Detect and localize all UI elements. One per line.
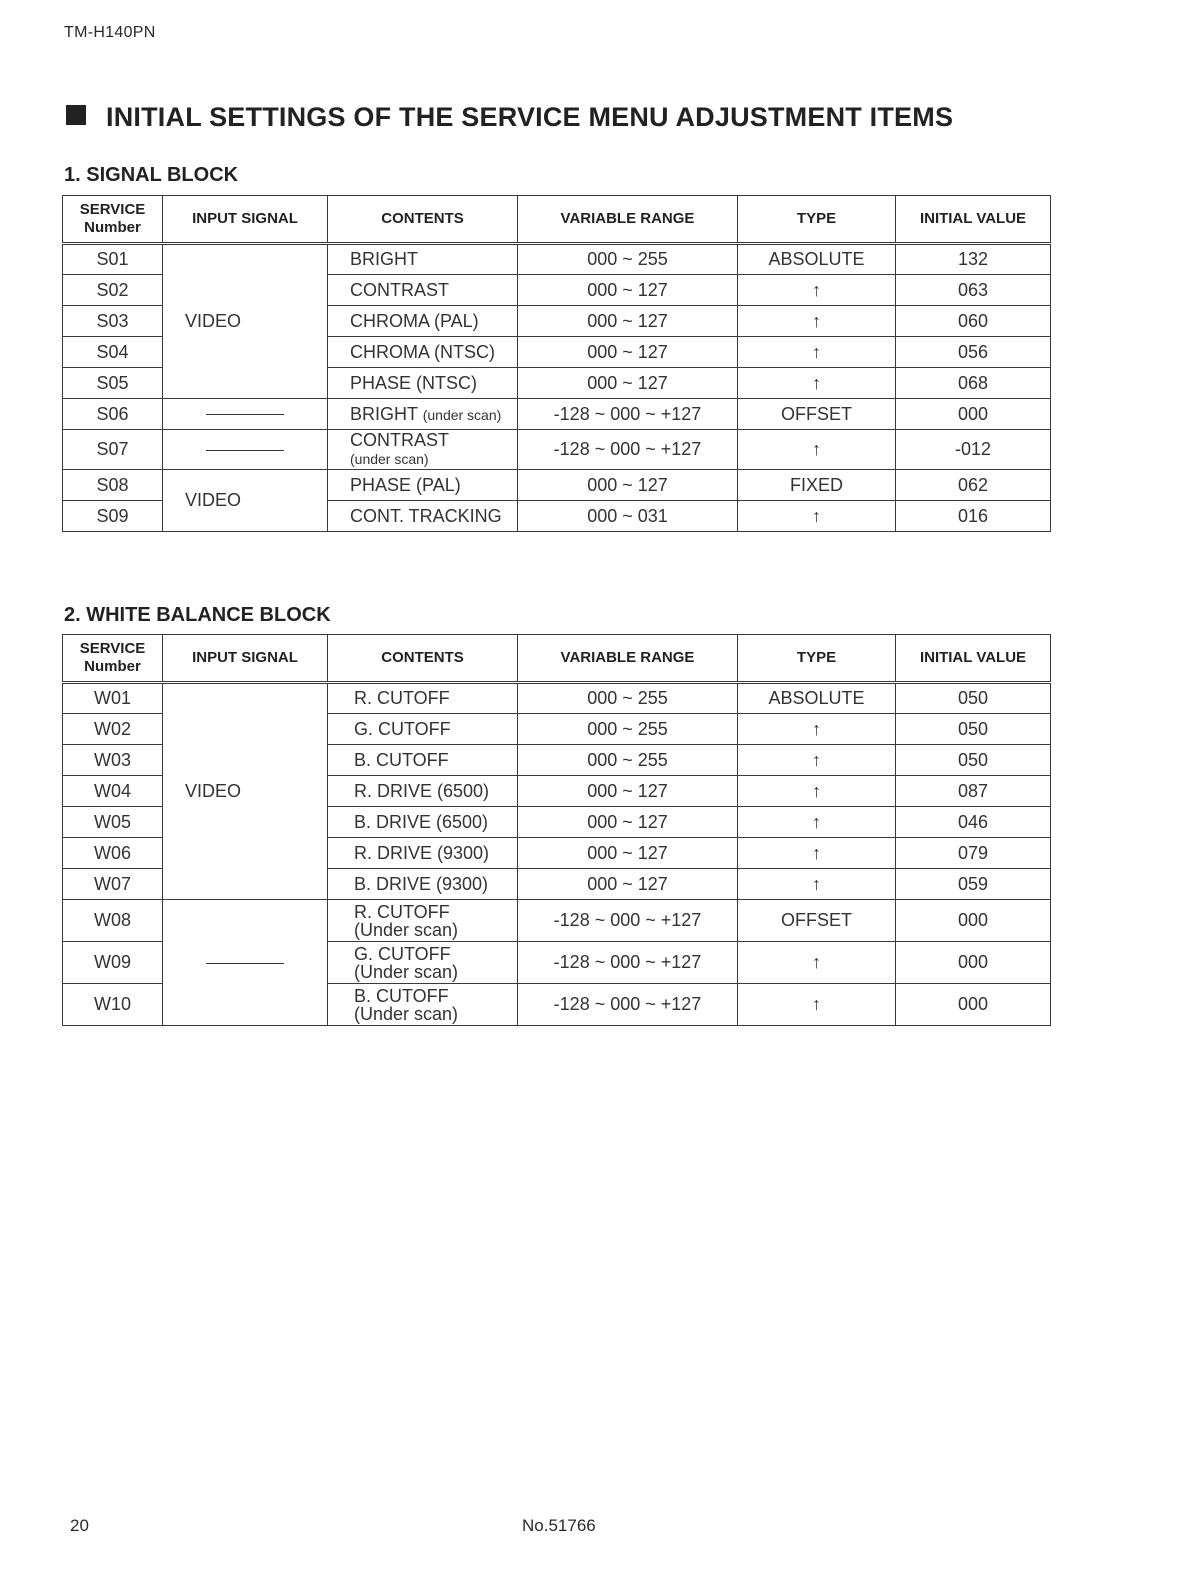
table-row <box>63 683 1051 714</box>
service-number: W01 <box>63 683 163 714</box>
service-number: W10 <box>63 984 163 1026</box>
service-number: S05 <box>63 368 163 399</box>
type-cell: ↑ <box>738 306 896 337</box>
white-balance-block-title: 2. WHITE BALANCE BLOCK <box>64 604 331 626</box>
initial-value-cell: 000 <box>896 900 1051 942</box>
range-cell: 000 ~ 127 <box>518 337 738 368</box>
initial-value-cell: 087 <box>896 776 1051 807</box>
table-row <box>63 900 1051 942</box>
initial-value-cell: -012 <box>896 430 1051 470</box>
type-cell: OFFSET <box>738 900 896 942</box>
service-number: S01 <box>63 244 163 275</box>
type-cell: ABSOLUTE <box>738 683 896 714</box>
type-cell: ↑ <box>738 776 896 807</box>
type-cell: OFFSET <box>738 399 896 430</box>
initial-value-cell: 000 <box>896 942 1051 984</box>
initial-value-cell: 068 <box>896 368 1051 399</box>
initial-value-cell: 079 <box>896 838 1051 869</box>
initial-value-cell: 059 <box>896 869 1051 900</box>
contents-cell: CONTRAST <box>328 275 518 306</box>
dash-divider <box>206 450 284 451</box>
document-number: No.51766 <box>522 1516 596 1535</box>
range-cell: 000 ~ 127 <box>518 470 738 501</box>
col-service-number: SERVICE Number <box>63 635 163 683</box>
contents-cell: G. CUTOFF <box>328 714 518 745</box>
range-cell: -128 ~ 000 ~ +127 <box>518 900 738 942</box>
range-cell: 000 ~ 127 <box>518 807 738 838</box>
square-bullet-icon <box>66 105 86 125</box>
range-cell: 000 ~ 255 <box>518 683 738 714</box>
col-initial-value: INITIAL VALUE <box>896 196 1051 244</box>
contents-cell: BRIGHT <box>328 244 518 275</box>
contents-cell: CONT. TRACKING <box>328 501 518 532</box>
range-cell: 000 ~ 127 <box>518 368 738 399</box>
contents-cell: B. CUTOFF <box>328 745 518 776</box>
col-service-number: SERVICE Number <box>63 196 163 244</box>
table-row <box>63 470 1051 501</box>
col-type: TYPE <box>738 635 896 683</box>
service-number: S02 <box>63 275 163 306</box>
service-number: S06 <box>63 399 163 430</box>
input-signal-cell <box>163 399 328 430</box>
contents-cell: B. DRIVE (6500) <box>328 807 518 838</box>
service-number: W04 <box>63 776 163 807</box>
initial-value-cell: 132 <box>896 244 1051 275</box>
contents-cell: R. DRIVE (6500) <box>328 776 518 807</box>
page-title <box>66 102 953 133</box>
white-balance-block-table <box>62 634 1051 1026</box>
type-cell: ↑ <box>738 337 896 368</box>
contents-cell: CHROMA (PAL) <box>328 306 518 337</box>
dash-divider <box>206 414 284 415</box>
service-number: W09 <box>63 942 163 984</box>
service-number: S09 <box>63 501 163 532</box>
table-row <box>63 430 1051 470</box>
type-cell: ↑ <box>738 714 896 745</box>
contents-cell: PHASE (NTSC) <box>328 368 518 399</box>
range-cell: 000 ~ 255 <box>518 745 738 776</box>
col-input-signal: INPUT SIGNAL <box>163 635 328 683</box>
range-cell: 000 ~ 127 <box>518 838 738 869</box>
type-cell: ABSOLUTE <box>738 244 896 275</box>
type-cell: FIXED <box>738 470 896 501</box>
contents-cell: R. DRIVE (9300) <box>328 838 518 869</box>
initial-value-cell: 016 <box>896 501 1051 532</box>
col-contents: CONTENTS <box>328 196 518 244</box>
signal-block-title: 1. SIGNAL BLOCK <box>64 164 239 186</box>
contents-cell: CHROMA (NTSC) <box>328 337 518 368</box>
page-number: 20 <box>70 1516 89 1535</box>
initial-value-cell: 050 <box>896 683 1051 714</box>
range-cell: 000 ~ 127 <box>518 869 738 900</box>
table-row <box>63 244 1051 275</box>
service-number: S04 <box>63 337 163 368</box>
range-cell: 000 ~ 127 <box>518 275 738 306</box>
input-signal-cell <box>163 430 328 470</box>
contents-cell: R. CUTOFF <box>328 683 518 714</box>
range-cell: 000 ~ 127 <box>518 306 738 337</box>
service-number: S08 <box>63 470 163 501</box>
input-signal-cell: VIDEO <box>163 470 328 532</box>
range-cell: -128 ~ 000 ~ +127 <box>518 430 738 470</box>
initial-value-cell: 000 <box>896 984 1051 1026</box>
contents-cell: G. CUTOFF (Under scan) <box>328 942 518 984</box>
col-input-signal: INPUT SIGNAL <box>163 196 328 244</box>
range-cell: -128 ~ 000 ~ +127 <box>518 984 738 1026</box>
type-cell: ↑ <box>738 807 896 838</box>
initial-value-cell: 056 <box>896 337 1051 368</box>
col-initial-value: INITIAL VALUE <box>896 635 1051 683</box>
type-cell: ↑ <box>738 838 896 869</box>
service-number: W03 <box>63 745 163 776</box>
service-number: W07 <box>63 869 163 900</box>
type-cell: ↑ <box>738 430 896 470</box>
contents-cell: R. CUTOFF (Under scan) <box>328 900 518 942</box>
range-cell: -128 ~ 000 ~ +127 <box>518 942 738 984</box>
contents-cell: PHASE (PAL) <box>328 470 518 501</box>
initial-value-cell: 046 <box>896 807 1051 838</box>
signal-block-table <box>62 195 1051 532</box>
initial-value-cell: 060 <box>896 306 1051 337</box>
type-cell: ↑ <box>738 501 896 532</box>
table-header-row <box>63 635 1051 683</box>
model-number: TM-H140PN <box>64 24 156 41</box>
col-variable-range: VARIABLE RANGE <box>518 196 738 244</box>
range-cell: 000 ~ 031 <box>518 501 738 532</box>
service-number: S03 <box>63 306 163 337</box>
type-cell: ↑ <box>738 942 896 984</box>
service-number: W05 <box>63 807 163 838</box>
contents-cell: BRIGHT (under scan) <box>328 399 518 430</box>
page-title-text: INITIAL SETTINGS OF THE SERVICE MENU ADJUSTMENT ITEMS <box>106 102 954 132</box>
dash-divider <box>206 963 284 964</box>
type-cell: ↑ <box>738 275 896 306</box>
range-cell: -128 ~ 000 ~ +127 <box>518 399 738 430</box>
type-cell: ↑ <box>738 984 896 1026</box>
contents-cell: B. DRIVE (9300) <box>328 869 518 900</box>
col-contents: CONTENTS <box>328 635 518 683</box>
initial-value-cell: 062 <box>896 470 1051 501</box>
initial-value-cell: 050 <box>896 714 1051 745</box>
range-cell: 000 ~ 255 <box>518 244 738 275</box>
type-cell: ↑ <box>738 368 896 399</box>
table-header-row <box>63 196 1051 244</box>
type-cell: ↑ <box>738 745 896 776</box>
service-number: W02 <box>63 714 163 745</box>
range-cell: 000 ~ 127 <box>518 776 738 807</box>
input-signal-cell: VIDEO <box>163 683 328 900</box>
type-cell: ↑ <box>738 869 896 900</box>
input-signal-cell: VIDEO <box>163 244 328 399</box>
initial-value-cell: 050 <box>896 745 1051 776</box>
col-variable-range: VARIABLE RANGE <box>518 635 738 683</box>
contents-cell: B. CUTOFF (Under scan) <box>328 984 518 1026</box>
initial-value-cell: 000 <box>896 399 1051 430</box>
contents-cell: CONTRAST (under scan) <box>328 430 518 470</box>
table-row <box>63 399 1051 430</box>
service-number: W08 <box>63 900 163 942</box>
col-type: TYPE <box>738 196 896 244</box>
input-signal-cell <box>163 900 328 1026</box>
service-number: S07 <box>63 430 163 470</box>
initial-value-cell: 063 <box>896 275 1051 306</box>
range-cell: 000 ~ 255 <box>518 714 738 745</box>
service-number: W06 <box>63 838 163 869</box>
